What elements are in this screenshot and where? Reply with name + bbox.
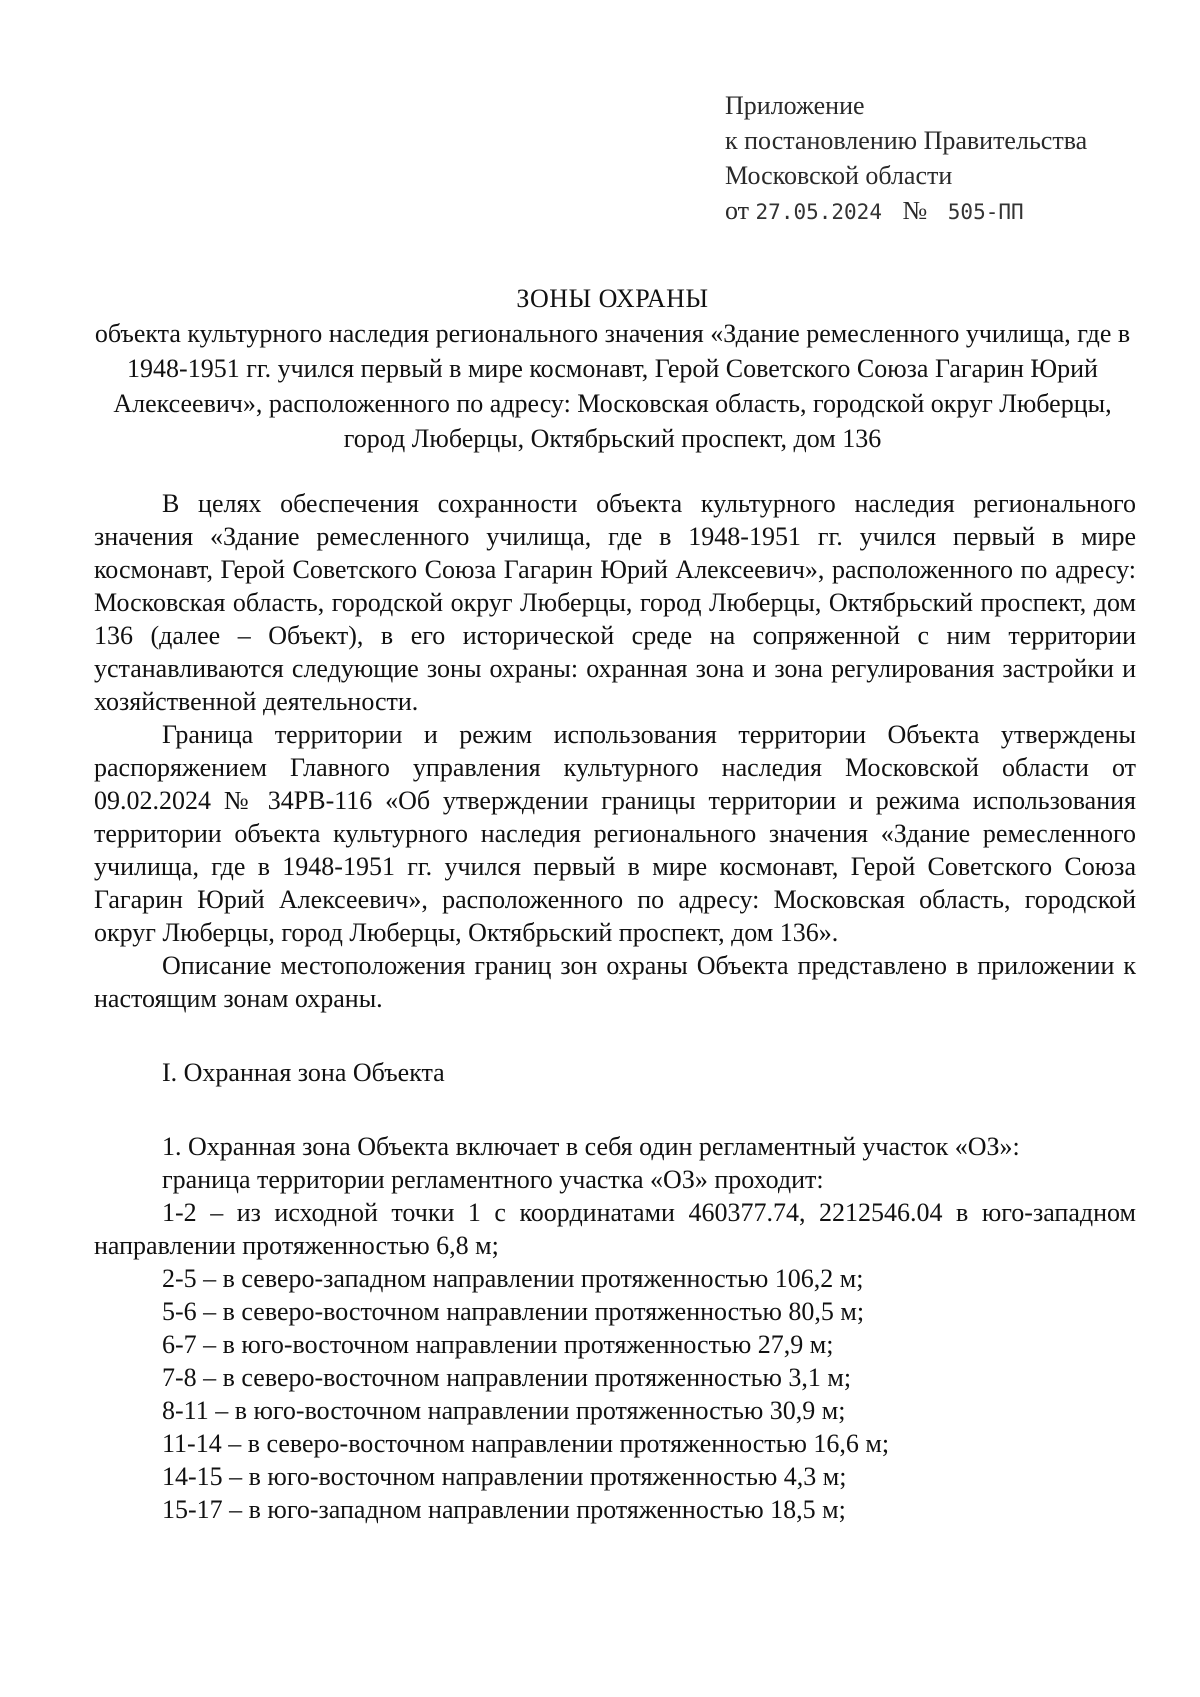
number-sign: № <box>902 196 928 225</box>
segment-7-8: 7-8 – в северо-восточном направлении протяженностью 3,1 м; <box>162 1363 852 1392</box>
document-body <box>94 487 1136 1526</box>
paragraph-item-1: 1. Охранная зона Объекта включает в себя один регламентный участок «ОЗ»: <box>162 1132 1020 1161</box>
appendix-line-date <box>725 193 1165 230</box>
appendix-line-decree: к постановлению Правительства <box>725 126 1088 155</box>
document-title <box>90 281 1135 456</box>
appendix-line-region: Московской области <box>725 161 953 190</box>
segment-5-6: 5-6 – в северо-восточном направлении протяженностью 80,5 м; <box>162 1297 865 1326</box>
paragraph-territory: Граница территории и режим использования территории Объекта утверждены распоряжением Главного управления культурного наследия Московской области от 09.02.2024 № 34РВ-116 «Об утверждении границы территории и режима использования территории объекта культурного наследия регионального значения «Здание ремесленного училища, где в 1948-1951 гг. учился первый в мире космонавт, Герой Советского Союза Гагарин Юрий Алексеевич», расположенного по адресу: Московская область, городской округ Люберцы, город Люберцы, Октябрьский проспект, дом 136». <box>94 720 1136 947</box>
title-heading: ЗОНЫ ОХРАНЫ <box>516 284 709 313</box>
date-prefix: от <box>725 196 750 225</box>
date-value: 27.05.2024 <box>755 200 882 224</box>
segment-15-17: 15-17 – в юго-западном направлении протяженностью 18,5 м; <box>162 1495 846 1524</box>
segment-11-14: 11-14 – в северо-восточном направлении протяженностью 16,6 м; <box>162 1429 890 1458</box>
section-heading-protection-zone: I. Охранная зона Объекта <box>162 1058 445 1087</box>
segment-2-5: 2-5 – в северо-западном направлении протяженностью 106,2 м; <box>162 1264 864 1293</box>
title-subtitle: объекта культурного наследия регионального значения «Здание ремесленного училища, где в 1948-1951 гг. учился первый в мире космонавт, Герой Советского Союза Гагарин Юрий Алексеевич», расположенного по адресу: Московская область, городской округ Люберцы, город Люберцы, Октябрьский проспект, дом 136 <box>94 319 1131 453</box>
appendix-line-title: Приложение <box>725 91 865 120</box>
segment-8-11: 8-11 – в юго-восточном направлении протяженностью 30,9 м; <box>162 1396 846 1425</box>
paragraph-boundary-intro: граница территории регламентного участка «ОЗ» проходит: <box>162 1165 824 1194</box>
paragraph-description: Описание местоположения границ зон охраны Объекта представлено в приложении к настоящим зонам охраны. <box>94 951 1136 1013</box>
segment-1-2: 1-2 – из исходной точки 1 с координатами 460377.74, 2212546.04 в юго-западном направлении протяженностью 6,8 м; <box>94 1198 1136 1260</box>
paragraph-purpose: В целях обеспечения сохранности объекта культурного наследия регионального значения «Здание ремесленного училища, где в 1948-1951 гг. учился первый в мире космонавт, Герой Советского Союза Гагарин Юрий Алексеевич», расположенного по адресу: Московская область, городской округ Люберцы, город Люберцы, Октябрьский проспект, дом 136 (далее – Объект), в его исторической среде на сопряженной с ним территории устанавливаются следующие зоны охраны: охранная зона и зона регулирования застройки и хозяйственной деятельности. <box>94 489 1136 716</box>
segment-6-7: 6-7 – в юго-восточном направлении протяженностью 27,9 м; <box>162 1330 834 1359</box>
appendix-header <box>725 88 1165 230</box>
segment-14-15: 14-15 – в юго-восточном направлении протяженностью 4,3 м; <box>162 1462 847 1491</box>
number-value: 505-ПП <box>947 200 1024 224</box>
